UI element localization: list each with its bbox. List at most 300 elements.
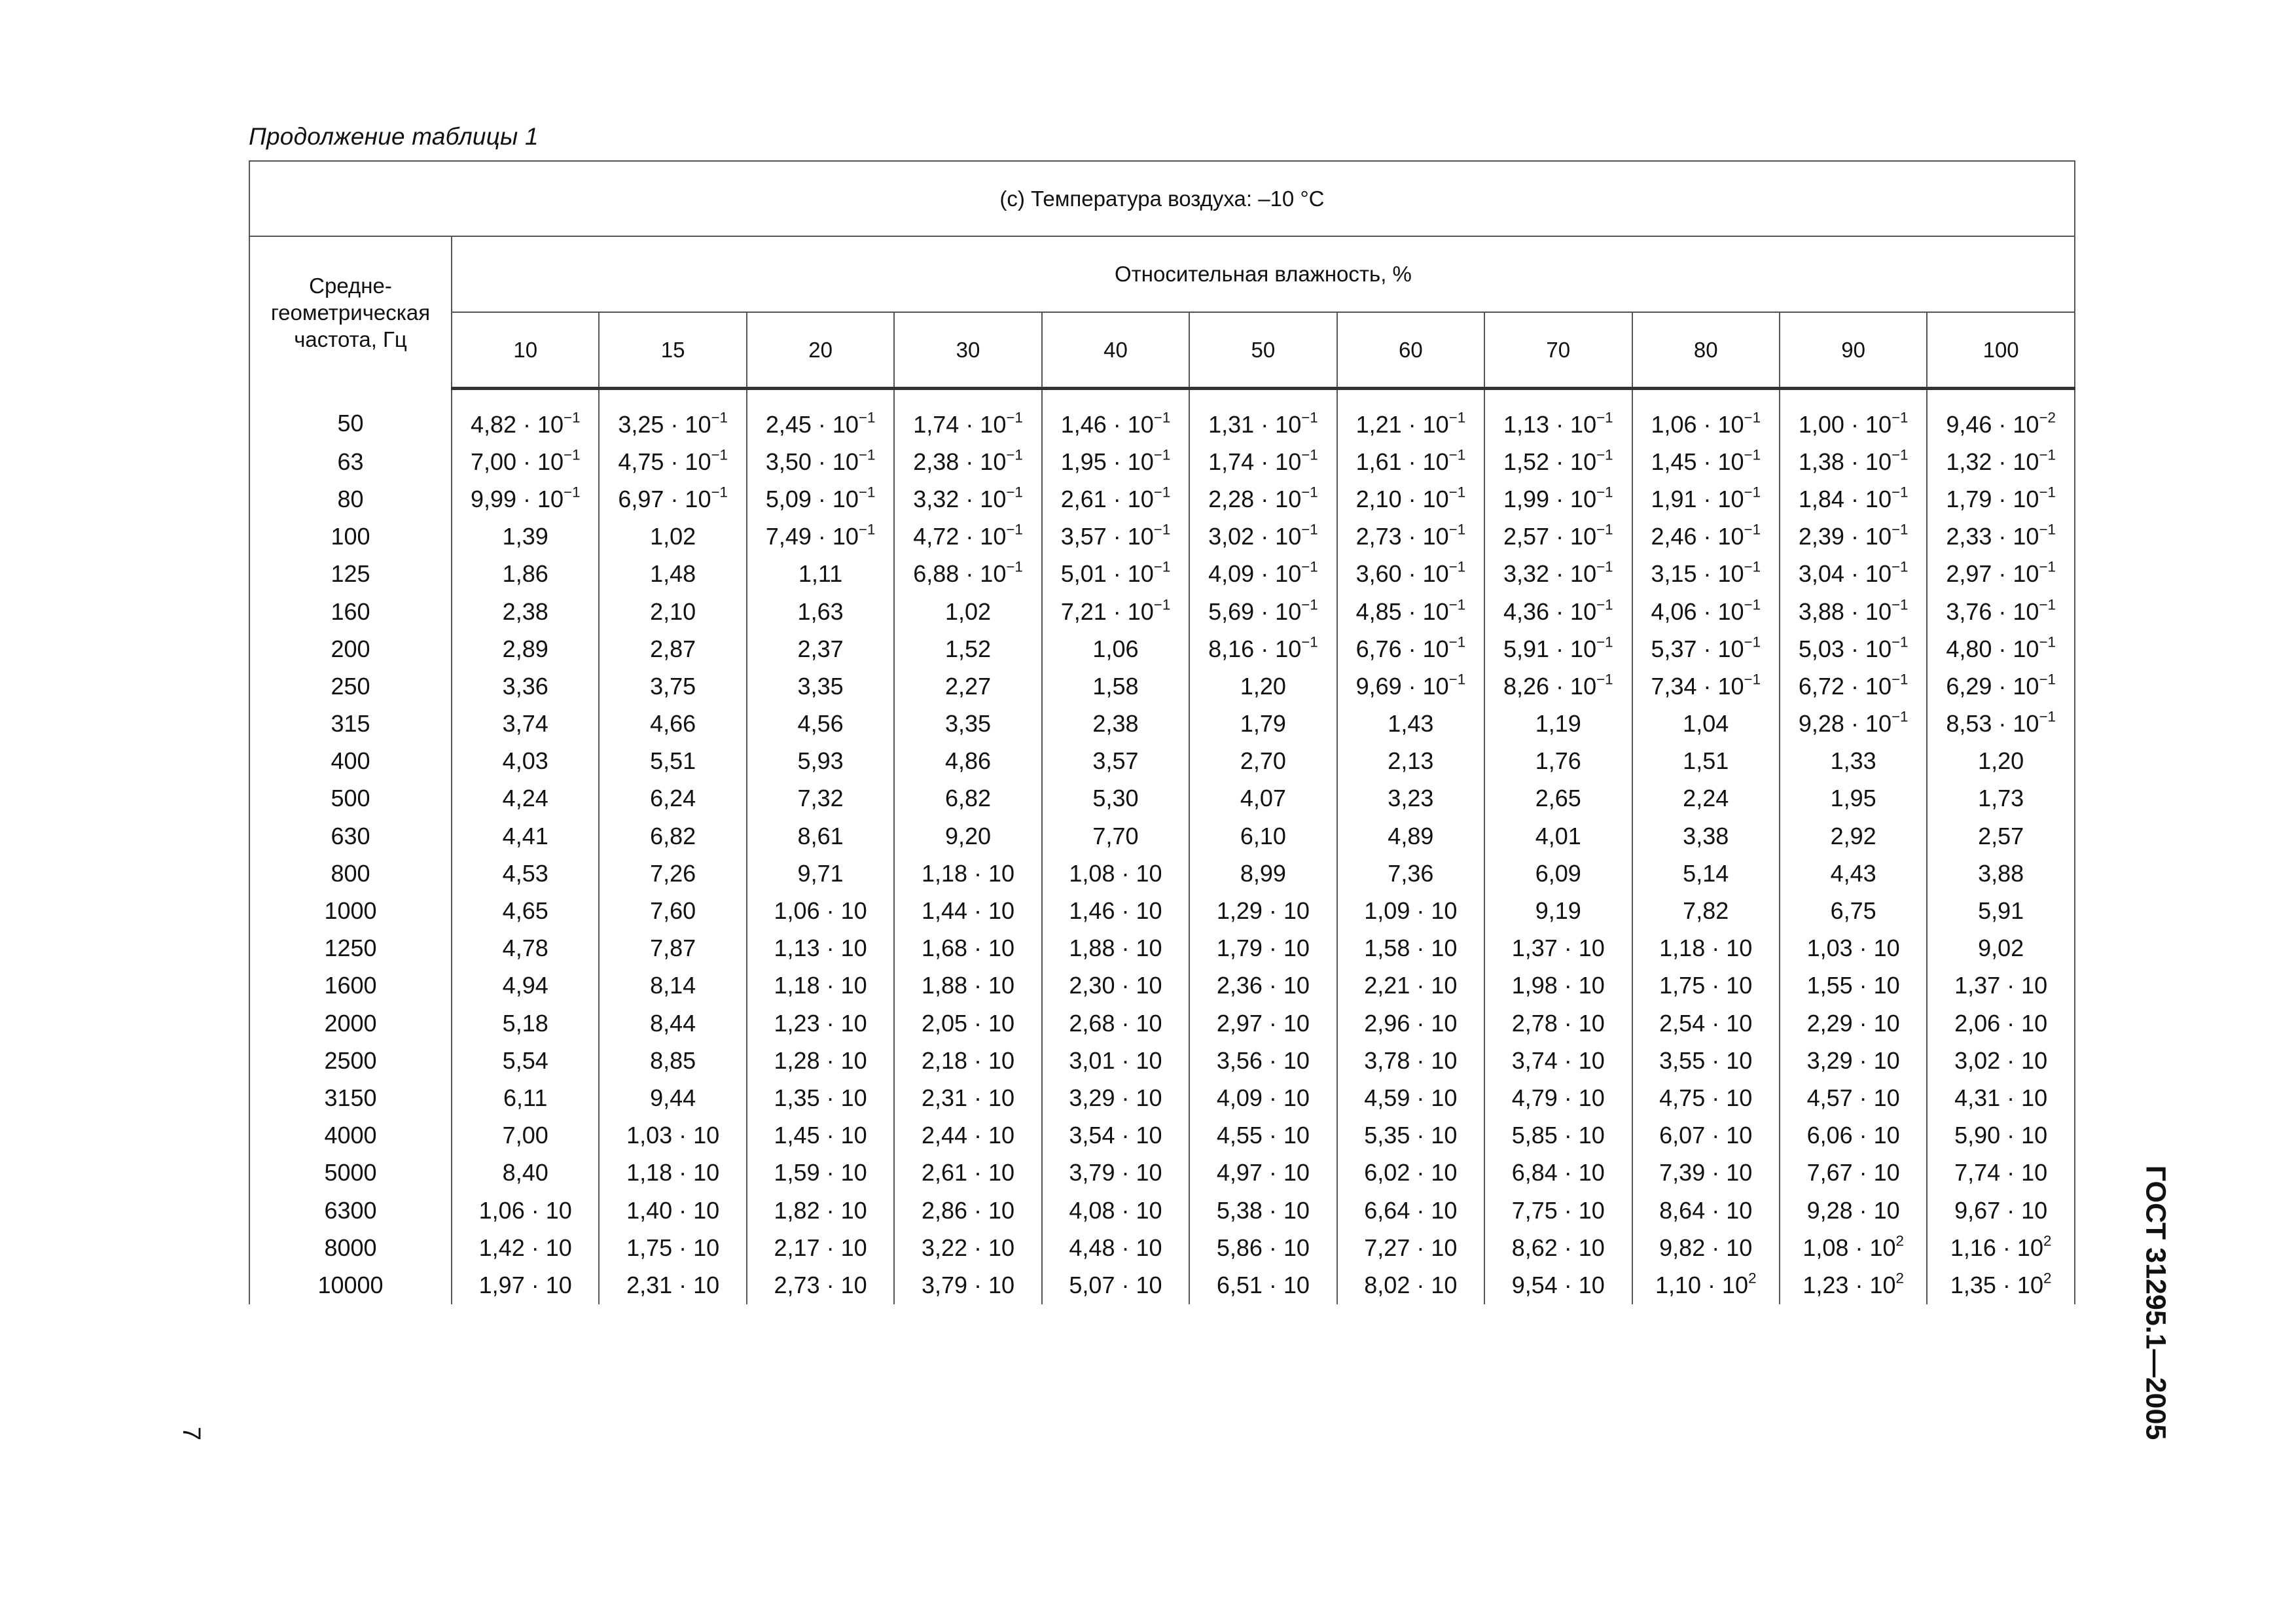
value-cell: 6,24 <box>599 780 746 817</box>
value-cell: 1,37 · 10 <box>1927 967 2075 1005</box>
value-cell: 5,93 <box>747 743 894 780</box>
humidity-column-header: 60 <box>1337 312 1484 389</box>
frequency-cell: 800 <box>249 855 452 892</box>
value-cell: 2,97 · 10 <box>1189 1005 1336 1042</box>
value-cell: $3,32 \cdot 10^{-1}$ <box>894 480 1041 518</box>
value-cell: 4,41 <box>452 817 599 855</box>
value-cell: 1,02 <box>599 518 746 556</box>
value-cell: 2,86 · 10 <box>894 1192 1041 1229</box>
value-cell: 4,79 · 10 <box>1484 1079 1632 1116</box>
value-cell: 5,07 · 10 <box>1042 1266 1189 1304</box>
value-cell: $1,61 \cdot 10^{-1}$ <box>1337 443 1484 480</box>
value-cell: 1,20 <box>1189 668 1336 705</box>
value-cell: 7,32 <box>747 780 894 817</box>
table-row <box>249 855 2075 892</box>
value-cell: 1,45 · 10 <box>747 1117 894 1154</box>
value-cell: 1,19 <box>1484 705 1632 743</box>
value-cell: 3,79 · 10 <box>1042 1154 1189 1192</box>
value-cell: 1,76 <box>1484 743 1632 780</box>
table-row <box>249 630 2075 668</box>
value-cell: 4,31 · 10 <box>1927 1079 2075 1116</box>
value-cell: $3,57 \cdot 10^{-1}$ <box>1042 518 1189 556</box>
value-cell: $3,02 \cdot 10^{-1}$ <box>1189 518 1336 556</box>
page-number: 7 <box>177 1426 206 1440</box>
value-cell: 6,07 · 10 <box>1632 1117 1780 1154</box>
value-cell: $3,60 \cdot 10^{-1}$ <box>1337 556 1484 593</box>
value-cell: $1,10 \cdot 10^2$ <box>1632 1266 1780 1304</box>
value-cell: $3,15 \cdot 10^{-1}$ <box>1632 556 1780 593</box>
value-cell: $6,88 \cdot 10^{-1}$ <box>894 556 1041 593</box>
value-cell: 1,88 · 10 <box>894 967 1041 1005</box>
value-cell: 4,24 <box>452 780 599 817</box>
value-cell: 4,09 · 10 <box>1189 1079 1336 1116</box>
value-cell: 2,38 <box>1042 705 1189 743</box>
value-cell: 7,74 · 10 <box>1927 1154 2075 1192</box>
value-cell: $1,91 \cdot 10^{-1}$ <box>1632 480 1780 518</box>
value-cell: 3,23 <box>1337 780 1484 817</box>
value-cell: 1,33 <box>1780 743 1927 780</box>
table-row <box>249 1192 2075 1229</box>
frequency-header: Средне- геометрическая частота, Гц <box>249 236 452 389</box>
value-cell: $2,73 \cdot 10^{-1}$ <box>1337 518 1484 556</box>
value-cell: 4,65 <box>452 892 599 929</box>
value-cell: 3,36 <box>452 668 599 705</box>
humidity-column-header: 90 <box>1780 312 1927 389</box>
value-cell: 1,63 <box>747 593 894 630</box>
frequency-cell: 50 <box>249 389 452 444</box>
value-cell: 9,28 · 10 <box>1780 1192 1927 1229</box>
value-cell: 1,58 <box>1042 668 1189 705</box>
value-cell: 2,13 <box>1337 743 1484 780</box>
value-cell: $6,29 \cdot 10^{-1}$ <box>1927 668 2075 705</box>
value-cell: 6,82 <box>599 817 746 855</box>
value-cell: $8,53 \cdot 10^{-1}$ <box>1927 705 2075 743</box>
value-cell: 3,54 · 10 <box>1042 1117 1189 1154</box>
value-cell: 5,18 <box>452 1005 599 1042</box>
value-cell: 6,09 <box>1484 855 1632 892</box>
humidity-column-header: 30 <box>894 312 1041 389</box>
table-row <box>249 817 2075 855</box>
value-cell: 5,30 <box>1042 780 1189 817</box>
value-cell: 2,24 <box>1632 780 1780 817</box>
value-cell: $5,03 \cdot 10^{-1}$ <box>1780 630 1927 668</box>
value-cell: $5,09 \cdot 10^{-1}$ <box>747 480 894 518</box>
value-cell: 1,97 · 10 <box>452 1266 599 1304</box>
value-cell: 8,85 <box>599 1042 746 1079</box>
value-cell: 1,11 <box>747 556 894 593</box>
value-cell: 2,78 · 10 <box>1484 1005 1632 1042</box>
value-cell: 8,02 · 10 <box>1337 1266 1484 1304</box>
value-cell: 9,67 · 10 <box>1927 1192 2075 1229</box>
value-cell: 4,01 <box>1484 817 1632 855</box>
table-row <box>249 518 2075 556</box>
value-cell: 2,27 <box>894 668 1041 705</box>
value-cell: 8,99 <box>1189 855 1336 892</box>
value-cell: $1,45 \cdot 10^{-1}$ <box>1632 443 1780 480</box>
value-cell: 1,06 · 10 <box>452 1192 599 1229</box>
value-cell: $4,80 \cdot 10^{-1}$ <box>1927 630 2075 668</box>
value-cell: 9,44 <box>599 1079 746 1116</box>
value-cell: 1,95 <box>1780 780 1927 817</box>
value-cell: 3,56 · 10 <box>1189 1042 1336 1079</box>
value-cell: 3,01 · 10 <box>1042 1042 1189 1079</box>
frequency-cell: 63 <box>249 443 452 480</box>
table-row <box>249 556 2075 593</box>
value-cell: 1,42 · 10 <box>452 1229 599 1266</box>
value-cell: $6,97 \cdot 10^{-1}$ <box>599 480 746 518</box>
table-row <box>249 743 2075 780</box>
frequency-cell: 1000 <box>249 892 452 929</box>
value-cell: $5,91 \cdot 10^{-1}$ <box>1484 630 1632 668</box>
value-cell: $3,25 \cdot 10^{-1}$ <box>599 389 746 444</box>
value-cell: 4,57 · 10 <box>1780 1079 1927 1116</box>
frequency-cell: 10000 <box>249 1266 452 1304</box>
value-cell: 8,64 · 10 <box>1632 1192 1780 1229</box>
value-cell: 1,37 · 10 <box>1484 930 1632 967</box>
value-cell: $3,32 \cdot 10^{-1}$ <box>1484 556 1632 593</box>
value-cell: $1,35 \cdot 10^2$ <box>1927 1266 2075 1304</box>
humidity-column-header: 70 <box>1484 312 1632 389</box>
value-cell: $3,50 \cdot 10^{-1}$ <box>747 443 894 480</box>
value-cell: 2,36 · 10 <box>1189 967 1336 1005</box>
value-cell: $7,49 \cdot 10^{-1}$ <box>747 518 894 556</box>
value-cell: 2,92 <box>1780 817 1927 855</box>
value-cell: 2,31 · 10 <box>894 1079 1041 1116</box>
value-cell: $2,28 \cdot 10^{-1}$ <box>1189 480 1336 518</box>
value-cell: $1,13 \cdot 10^{-1}$ <box>1484 389 1632 444</box>
value-cell: $1,31 \cdot 10^{-1}$ <box>1189 389 1336 444</box>
table-row <box>249 389 2075 444</box>
value-cell: 5,51 <box>599 743 746 780</box>
value-cell: 3,57 <box>1042 743 1189 780</box>
value-cell: $4,36 \cdot 10^{-1}$ <box>1484 593 1632 630</box>
table-row <box>249 1266 2075 1304</box>
frequency-cell: 1250 <box>249 930 452 967</box>
value-cell: 3,35 <box>894 705 1041 743</box>
value-cell: $1,99 \cdot 10^{-1}$ <box>1484 480 1632 518</box>
value-cell: 3,74 <box>452 705 599 743</box>
value-cell: 4,43 <box>1780 855 1927 892</box>
value-cell: 2,29 · 10 <box>1780 1005 1927 1042</box>
table-row <box>249 480 2075 518</box>
value-cell: 9,19 <box>1484 892 1632 929</box>
value-cell: 1,09 · 10 <box>1337 892 1484 929</box>
value-cell: 2,61 · 10 <box>894 1154 1041 1192</box>
value-cell: $9,46 \cdot 10^{-2}$ <box>1927 389 2075 444</box>
humidity-column-header: 10 <box>452 312 599 389</box>
value-cell: 8,44 <box>599 1005 746 1042</box>
table-row <box>249 930 2075 967</box>
table-row <box>249 1154 2075 1192</box>
value-cell: 1,75 · 10 <box>1632 967 1780 1005</box>
value-cell: 2,30 · 10 <box>1042 967 1189 1005</box>
frequency-cell: 3150 <box>249 1079 452 1116</box>
value-cell: 1,03 · 10 <box>599 1117 746 1154</box>
value-cell: $1,74 \cdot 10^{-1}$ <box>1189 443 1336 480</box>
value-cell: 5,91 <box>1927 892 2075 929</box>
value-cell: $7,00 \cdot 10^{-1}$ <box>452 443 599 480</box>
frequency-cell: 250 <box>249 668 452 705</box>
value-cell: 7,60 <box>599 892 746 929</box>
frequency-cell: 4000 <box>249 1117 452 1154</box>
value-cell: $2,39 \cdot 10^{-1}$ <box>1780 518 1927 556</box>
value-cell: 6,64 · 10 <box>1337 1192 1484 1229</box>
value-cell: $2,97 \cdot 10^{-1}$ <box>1927 556 2075 593</box>
value-cell: 1,48 <box>599 556 746 593</box>
value-cell: 1,43 <box>1337 705 1484 743</box>
value-cell: $2,45 \cdot 10^{-1}$ <box>747 389 894 444</box>
value-cell: 4,08 · 10 <box>1042 1192 1189 1229</box>
value-cell: 1,18 · 10 <box>599 1154 746 1192</box>
value-cell: 6,02 · 10 <box>1337 1154 1484 1192</box>
value-cell: 5,86 · 10 <box>1189 1229 1336 1266</box>
value-cell: 4,86 <box>894 743 1041 780</box>
value-cell: 3,55 · 10 <box>1632 1042 1780 1079</box>
value-cell: $2,57 \cdot 10^{-1}$ <box>1484 518 1632 556</box>
value-cell: 7,26 <box>599 855 746 892</box>
value-cell: $5,69 \cdot 10^{-1}$ <box>1189 593 1336 630</box>
value-cell: 1,75 · 10 <box>599 1229 746 1266</box>
value-cell: 2,68 · 10 <box>1042 1005 1189 1042</box>
value-cell: 1,55 · 10 <box>1780 967 1927 1005</box>
value-cell: $6,72 \cdot 10^{-1}$ <box>1780 668 1927 705</box>
value-cell: 4,59 · 10 <box>1337 1079 1484 1116</box>
value-cell: 7,67 · 10 <box>1780 1154 1927 1192</box>
value-cell: 2,17 · 10 <box>747 1229 894 1266</box>
table-row <box>249 443 2075 480</box>
value-cell: 4,97 · 10 <box>1189 1154 1336 1192</box>
value-cell: 3,29 · 10 <box>1780 1042 1927 1079</box>
table-row <box>249 967 2075 1005</box>
table-row <box>249 1079 2075 1116</box>
value-cell: 3,22 · 10 <box>894 1229 1041 1266</box>
value-cell: 1,18 · 10 <box>894 855 1041 892</box>
value-cell: $3,04 \cdot 10^{-1}$ <box>1780 556 1927 593</box>
value-cell: 4,03 <box>452 743 599 780</box>
value-cell: 3,29 · 10 <box>1042 1079 1189 1116</box>
frequency-cell: 6300 <box>249 1192 452 1229</box>
value-cell: $3,88 \cdot 10^{-1}$ <box>1780 593 1927 630</box>
value-cell: $2,33 \cdot 10^{-1}$ <box>1927 518 2075 556</box>
humidity-header: Относительная влажность, % <box>452 236 2075 312</box>
value-cell: 3,74 · 10 <box>1484 1042 1632 1079</box>
value-cell: 1,59 · 10 <box>747 1154 894 1192</box>
value-cell: 1,73 <box>1927 780 2075 817</box>
value-cell: 7,75 · 10 <box>1484 1192 1632 1229</box>
table-row <box>249 1005 2075 1042</box>
value-cell: 3,02 · 10 <box>1927 1042 2075 1079</box>
frequency-cell: 5000 <box>249 1154 452 1192</box>
value-cell: 8,62 · 10 <box>1484 1229 1632 1266</box>
table-row <box>249 780 2075 817</box>
value-cell: 1,52 <box>894 630 1041 668</box>
value-cell: 2,05 · 10 <box>894 1005 1041 1042</box>
frequency-cell: 160 <box>249 593 452 630</box>
value-cell: $1,52 \cdot 10^{-1}$ <box>1484 443 1632 480</box>
value-cell: 3,79 · 10 <box>894 1266 1041 1304</box>
value-cell: 7,39 · 10 <box>1632 1154 1780 1192</box>
value-cell: 2,70 <box>1189 743 1336 780</box>
value-cell: 2,38 <box>452 593 599 630</box>
value-cell: $1,32 \cdot 10^{-1}$ <box>1927 443 2075 480</box>
value-cell: $4,06 \cdot 10^{-1}$ <box>1632 593 1780 630</box>
value-cell: 2,54 · 10 <box>1632 1005 1780 1042</box>
value-cell: $4,85 \cdot 10^{-1}$ <box>1337 593 1484 630</box>
table-row <box>249 668 2075 705</box>
value-cell: $1,06 \cdot 10^{-1}$ <box>1632 389 1780 444</box>
table-row <box>249 1117 2075 1154</box>
value-cell: $4,75 \cdot 10^{-1}$ <box>599 443 746 480</box>
value-cell: 5,14 <box>1632 855 1780 892</box>
value-cell: 7,27 · 10 <box>1337 1229 1484 1266</box>
value-cell: 8,61 <box>747 817 894 855</box>
value-cell: 5,38 · 10 <box>1189 1192 1336 1229</box>
table-row <box>249 705 2075 743</box>
frequency-cell: 630 <box>249 817 452 855</box>
value-cell: 1,13 · 10 <box>747 930 894 967</box>
value-cell: 2,06 · 10 <box>1927 1005 2075 1042</box>
value-cell: 2,44 · 10 <box>894 1117 1041 1154</box>
frequency-cell: 400 <box>249 743 452 780</box>
value-cell: 4,66 <box>599 705 746 743</box>
value-cell: 2,31 · 10 <box>599 1266 746 1304</box>
value-cell: 4,07 <box>1189 780 1336 817</box>
value-cell: $8,16 \cdot 10^{-1}$ <box>1189 630 1336 668</box>
value-cell: $1,00 \cdot 10^{-1}$ <box>1780 389 1927 444</box>
value-cell: 6,06 · 10 <box>1780 1117 1927 1154</box>
value-cell: 5,54 <box>452 1042 599 1079</box>
table-row <box>249 593 2075 630</box>
value-cell: 5,35 · 10 <box>1337 1117 1484 1154</box>
value-cell: $1,08 \cdot 10^2$ <box>1780 1229 1927 1266</box>
frequency-cell: 100 <box>249 518 452 556</box>
value-cell: $1,84 \cdot 10^{-1}$ <box>1780 480 1927 518</box>
value-cell: 7,82 <box>1632 892 1780 929</box>
value-cell: 1,88 · 10 <box>1042 930 1189 967</box>
section-title: (c) Температура воздуха: –10 °C <box>249 161 2075 236</box>
table-row <box>249 1042 2075 1079</box>
frequency-cell: 80 <box>249 480 452 518</box>
value-cell: 9,71 <box>747 855 894 892</box>
value-cell: 6,82 <box>894 780 1041 817</box>
value-cell: $8,26 \cdot 10^{-1}$ <box>1484 668 1632 705</box>
value-cell: 4,75 · 10 <box>1632 1079 1780 1116</box>
value-cell: 1,86 <box>452 556 599 593</box>
value-cell: 1,04 <box>1632 705 1780 743</box>
value-cell: 2,89 <box>452 630 599 668</box>
frequency-cell: 200 <box>249 630 452 668</box>
value-cell: 9,82 · 10 <box>1632 1229 1780 1266</box>
value-cell: 1,28 · 10 <box>747 1042 894 1079</box>
value-cell: $2,38 \cdot 10^{-1}$ <box>894 443 1041 480</box>
value-cell: $1,23 \cdot 10^2$ <box>1780 1266 1927 1304</box>
value-cell: 1,68 · 10 <box>894 930 1041 967</box>
value-cell: $1,74 \cdot 10^{-1}$ <box>894 389 1041 444</box>
value-cell: 3,35 <box>747 668 894 705</box>
value-cell: 2,73 · 10 <box>747 1266 894 1304</box>
value-cell: 1,23 · 10 <box>747 1005 894 1042</box>
value-cell: 1,44 · 10 <box>894 892 1041 929</box>
value-cell: $1,16 \cdot 10^2$ <box>1927 1229 2075 1266</box>
value-cell: 2,10 <box>599 593 746 630</box>
value-cell: $1,95 \cdot 10^{-1}$ <box>1042 443 1189 480</box>
value-cell: 2,87 <box>599 630 746 668</box>
value-cell: 2,37 <box>747 630 894 668</box>
value-cell: 3,75 <box>599 668 746 705</box>
value-cell: 7,00 <box>452 1117 599 1154</box>
frequency-cell: 500 <box>249 780 452 817</box>
frequency-cell: 125 <box>249 556 452 593</box>
value-cell: 3,78 · 10 <box>1337 1042 1484 1079</box>
value-cell: $2,46 \cdot 10^{-1}$ <box>1632 518 1780 556</box>
frequency-cell: 1600 <box>249 967 452 1005</box>
value-cell: 4,53 <box>452 855 599 892</box>
value-cell: $1,79 \cdot 10^{-1}$ <box>1927 480 2075 518</box>
value-cell: 6,10 <box>1189 817 1336 855</box>
value-cell: $7,34 \cdot 10^{-1}$ <box>1632 668 1780 705</box>
value-cell: 1,79 <box>1189 705 1336 743</box>
value-cell: 1,46 · 10 <box>1042 892 1189 929</box>
humidity-column-header: 100 <box>1927 312 2075 389</box>
value-cell: 5,85 · 10 <box>1484 1117 1632 1154</box>
value-cell: $1,38 \cdot 10^{-1}$ <box>1780 443 1927 480</box>
value-cell: $9,69 \cdot 10^{-1}$ <box>1337 668 1484 705</box>
value-cell: 1,39 <box>452 518 599 556</box>
value-cell: 1,58 · 10 <box>1337 930 1484 967</box>
value-cell: 6,75 <box>1780 892 1927 929</box>
value-cell: 1,40 · 10 <box>599 1192 746 1229</box>
value-cell: 1,35 · 10 <box>747 1079 894 1116</box>
value-cell: 8,14 <box>599 967 746 1005</box>
value-cell: 2,57 <box>1927 817 2075 855</box>
value-cell: $2,61 \cdot 10^{-1}$ <box>1042 480 1189 518</box>
value-cell: 1,02 <box>894 593 1041 630</box>
value-cell: 1,06 <box>1042 630 1189 668</box>
table-row <box>249 892 2075 929</box>
value-cell: 1,51 <box>1632 743 1780 780</box>
value-cell: $5,01 \cdot 10^{-1}$ <box>1042 556 1189 593</box>
value-cell: 9,54 · 10 <box>1484 1266 1632 1304</box>
value-cell: 4,94 <box>452 967 599 1005</box>
humidity-column-header: 50 <box>1189 312 1336 389</box>
value-cell: $5,37 \cdot 10^{-1}$ <box>1632 630 1780 668</box>
value-cell: 2,18 · 10 <box>894 1042 1041 1079</box>
attenuation-table <box>249 160 2075 1304</box>
value-cell: 5,90 · 10 <box>1927 1117 2075 1154</box>
value-cell: $9,99 \cdot 10^{-1}$ <box>452 480 599 518</box>
table-caption: Продолжение таблицы 1 <box>249 123 539 150</box>
value-cell: 1,08 · 10 <box>1042 855 1189 892</box>
frequency-cell: 2000 <box>249 1005 452 1042</box>
value-cell: 3,88 <box>1927 855 2075 892</box>
document-code: ГОСТ 31295.1—2005 <box>2140 1165 2172 1440</box>
value-cell: 4,56 <box>747 705 894 743</box>
value-cell: 1,20 <box>1927 743 2075 780</box>
value-cell: 1,29 · 10 <box>1189 892 1336 929</box>
value-cell: 1,98 · 10 <box>1484 967 1632 1005</box>
value-cell: 4,89 <box>1337 817 1484 855</box>
value-cell: $2,10 \cdot 10^{-1}$ <box>1337 480 1484 518</box>
value-cell: 1,03 · 10 <box>1780 930 1927 967</box>
frequency-cell: 8000 <box>249 1229 452 1266</box>
value-cell: 1,18 · 10 <box>1632 930 1780 967</box>
table-row <box>249 1229 2075 1266</box>
value-cell: $1,21 \cdot 10^{-1}$ <box>1337 389 1484 444</box>
value-cell: $4,72 \cdot 10^{-1}$ <box>894 518 1041 556</box>
humidity-column-header: 15 <box>599 312 746 389</box>
value-cell: $3,76 \cdot 10^{-1}$ <box>1927 593 2075 630</box>
value-cell: 1,18 · 10 <box>747 967 894 1005</box>
